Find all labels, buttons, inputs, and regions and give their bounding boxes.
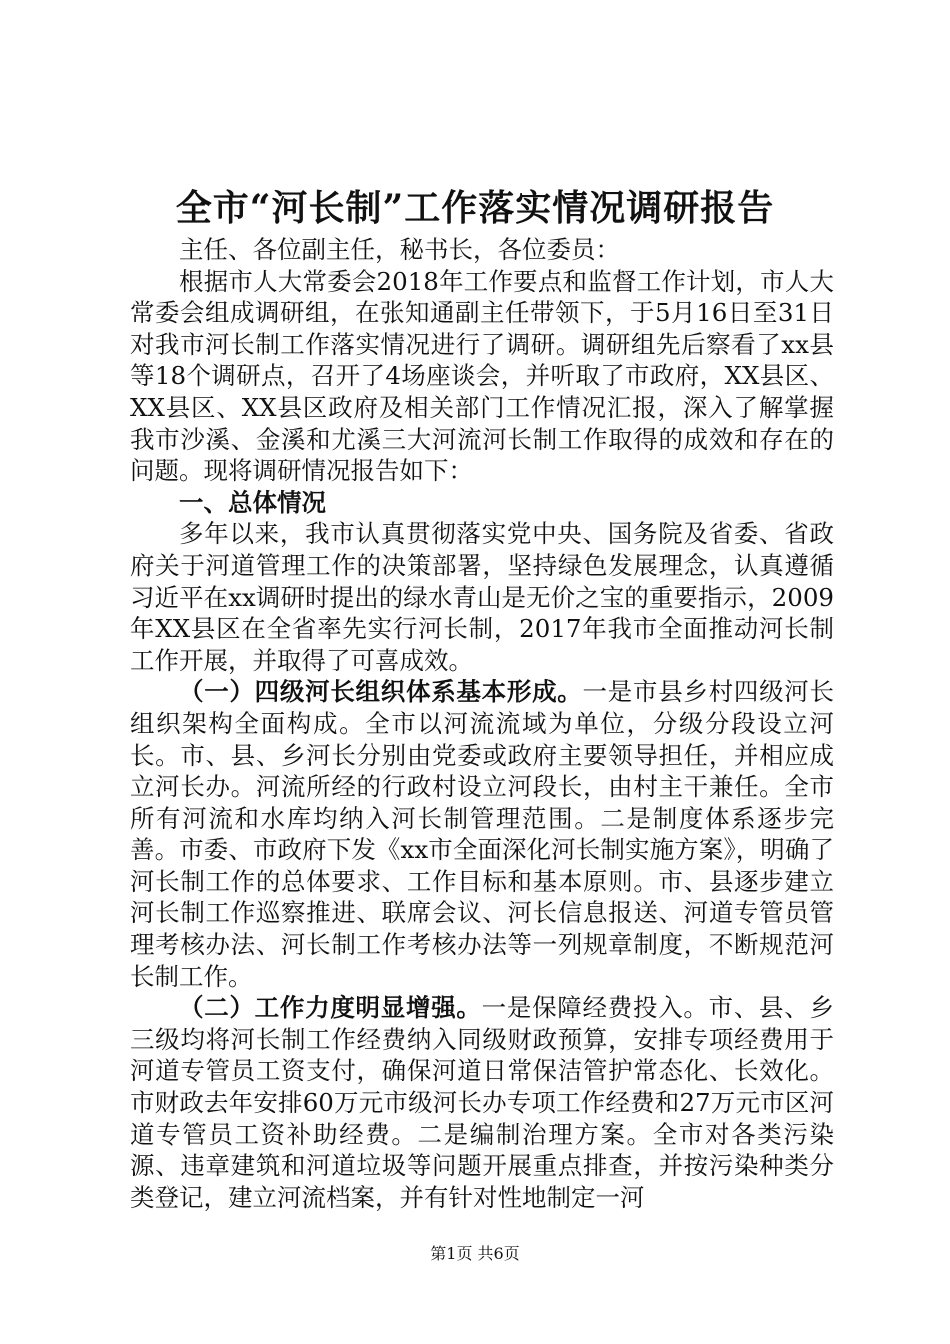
document-title: 全市“河长制”工作落实情况调研报告 <box>175 187 775 229</box>
subsection-text-1: 一是市县乡村四级河长组织架构全面构成。全市以河流流域为单位，分级分段设立河长。市、县、乡河长分别由党委或政府主要领导担任，并相应成立河长办。河流所经的行政村设立河段长，由村主干兼任。全市所有河流和水库均纳入河长制管理范围。二是制度体系逐步完善。市委、市政府下发《xx市全面深化河长制实施方案》，明确了河长制工作的总体要求、工作目标和基本原则。市、县逐步建立河长制工作巡察推进、联席会议、河长信息报送、河道专管员管理考核办法、河长制工作考核办法等一列规章制度，不断规范河长制工作。 <box>130 677 835 991</box>
document-body <box>130 234 834 1213</box>
subsection-text-2: 一是保障经费投入。市、县、乡三级均将河长制工作经费纳入同级财政预算，安排专项经费用于河道专管员工资支付，确保河道日常保洁管护常态化、长效化。市财政去年安排60万元市级河长办专项工作经费和27万元市区河道专管员工资补助经费。二是编制治理方案。全市对各类污染源、违章建筑和河道垃圾等问题开展重点排查，并按污染种类分类登记，建立河流档案，并有针对性地制定一河 <box>130 993 834 1212</box>
section-paragraph: 多年以来，我市认真贯彻落实党中央、国务院及省委、省政府关于河道管理工作的决策部署，坚持绿色发展理念，认真遵循习近平在xx调研时提出的绿水青山是无价之宝的重要指示，2009年XX县区在全省率先实行河长制，2017年我市全面推动河长制工作开展，并取得了可喜成效。 <box>130 519 834 675</box>
subsection-paragraph-1 <box>130 676 834 992</box>
subsection-heading-2: （二）工作力度明显增强。 <box>179 993 482 1023</box>
salutation: 主任、各位副主任，秘书长，各位委员： <box>179 235 620 264</box>
subsection-heading-1: （一）四级河长组织体系基本形成。 <box>179 677 583 707</box>
page-number: 第1页 共6页 <box>430 1244 520 1263</box>
subsection-paragraph-2 <box>130 992 834 1213</box>
section-heading: 一、总体情况 <box>179 487 326 517</box>
intro-paragraph: 根据市人大常委会2018年工作要点和监督工作计划，市人大常委会组成调研组，在张知通副主任带领下，于5月16日至31日对我市河长制工作落实情况进行了调研。调研组先后察看了xx县等18个调研点，召开了4场座谈会，并听取了市政府，XX县区、XX县区、XX县区政府及相关部门工作情况汇报，深入了解掌握我市沙溪、金溪和尤溪三大河流河长制工作取得的成效和存在的问题。现将调研情况报告如下： <box>130 266 834 486</box>
